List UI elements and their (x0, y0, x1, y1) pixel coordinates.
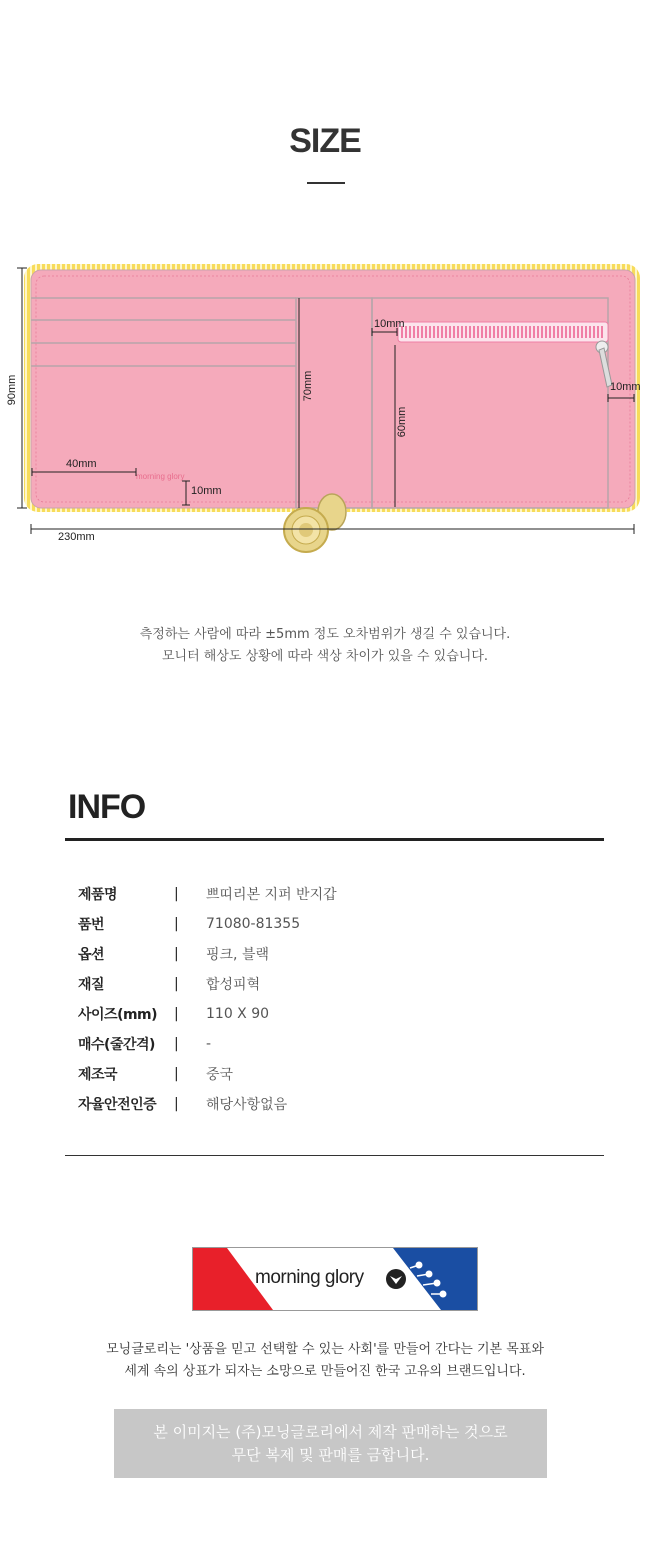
wallet-brand-text: morning glory (136, 472, 185, 481)
info-key: 품번 (78, 917, 105, 933)
info-value: 110 X 90 (206, 1006, 270, 1022)
brand-line: 모닝글로리는 '상품을 믿고 선택할 수 있는 사회'를 만들어 간다는 기본 목표와 (106, 1342, 544, 1357)
info-row-sheets (78, 1029, 337, 1059)
info-value: 중국 (206, 1067, 234, 1083)
info-separator: | (174, 1036, 179, 1052)
morning-glory-logo (192, 1247, 478, 1311)
dim-70mm: 70mm (302, 370, 314, 402)
note-line: 측정하는 사람에 따라 ±5mm 정도 오차범위가 생길 수 있습니다. (139, 627, 511, 642)
dim-10mm-zip: 10mm (374, 318, 405, 330)
info-key: 사이즈(mm) (78, 1007, 158, 1023)
copyright-notice (114, 1409, 547, 1478)
info-separator: | (174, 916, 179, 932)
info-separator: | (174, 1096, 179, 1112)
brand-line: 세계 속의 상표가 되자는 소망으로 만들어진 한국 고유의 브랜드입니다. (124, 1364, 526, 1379)
info-key: 제조국 (78, 1067, 118, 1083)
info-key: 매수(줄간격) (78, 1037, 155, 1053)
brand-description (0, 1339, 650, 1383)
note-line: 모니터 해상도 상황에 따라 색상 차이가 있을 수 있습니다. (161, 649, 489, 664)
info-value: 해당사항없음 (206, 1097, 288, 1113)
info-bottom-divider (65, 1155, 604, 1156)
title-underline (307, 182, 345, 184)
size-title: SIZE (289, 122, 361, 160)
dim-40mm: 40mm (66, 458, 97, 470)
dim-60mm: 60mm (396, 406, 408, 438)
dim-230mm: 230mm (58, 531, 95, 543)
dim-10mm-right: 10mm (610, 381, 641, 393)
info-table (78, 879, 337, 1119)
wallet-size-diagram (0, 250, 650, 570)
info-value: 쁘띠리본 지퍼 반지갑 (206, 887, 337, 903)
copyright-line: 본 이미지는 (주)모닝글로리에서 제작 판매하는 것으로 (153, 1422, 508, 1441)
info-value: 합성피혁 (206, 977, 261, 993)
info-row-options (78, 939, 337, 969)
dim-10mm-gap: 10mm (191, 485, 222, 497)
info-separator: | (174, 1006, 179, 1022)
info-row-product-name (78, 879, 337, 909)
info-key: 제품명 (78, 887, 118, 903)
info-value: - (206, 1036, 212, 1052)
info-key: 옵션 (78, 947, 105, 963)
logo-text: morning glory (255, 1267, 364, 1288)
info-row-origin (78, 1059, 337, 1089)
info-title: INFO (68, 788, 146, 826)
measurement-notes (0, 624, 650, 668)
info-row-material (78, 969, 337, 999)
info-divider (65, 838, 604, 841)
copyright-line: 무단 복제 및 판매를 금합니다. (231, 1445, 430, 1464)
dim-90mm: 90mm (6, 374, 18, 406)
info-separator: | (174, 946, 179, 962)
info-value: 71080-81355 (206, 916, 301, 932)
info-key: 재질 (78, 977, 105, 993)
info-value: 핑크, 블랙 (206, 947, 269, 963)
info-separator: | (174, 1066, 179, 1082)
info-row-size (78, 999, 337, 1029)
info-separator: | (174, 976, 179, 992)
info-row-item-number (78, 909, 337, 939)
info-key: 자율안전인증 (78, 1097, 157, 1113)
info-row-safety-cert (78, 1089, 337, 1119)
logo-flower-icon (386, 1269, 406, 1289)
info-separator: | (174, 886, 179, 902)
